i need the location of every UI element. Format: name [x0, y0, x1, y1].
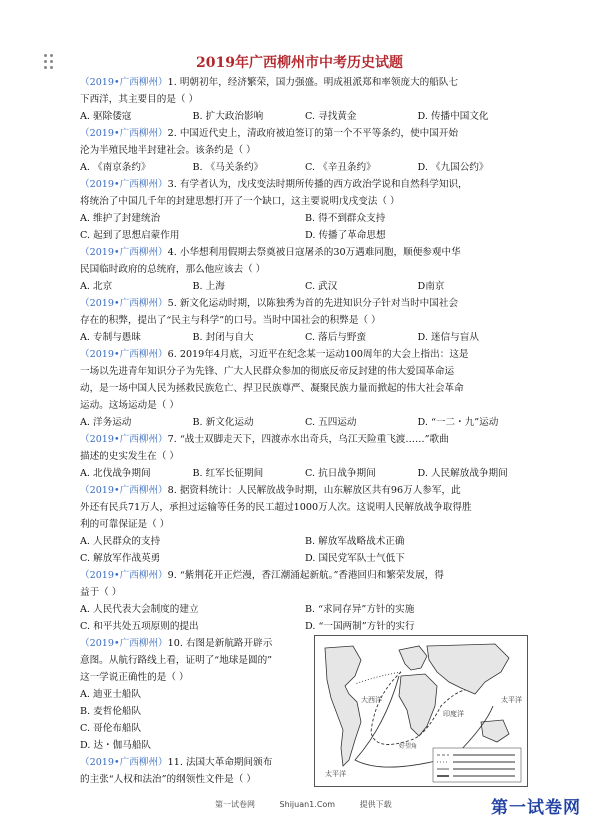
answer-option[interactable]: C. 寻找黄金	[305, 111, 357, 122]
answer-option[interactable]: B. 新文化运动	[192, 417, 254, 428]
source-tag[interactable]: （2019•广西柳州）	[80, 485, 168, 496]
option-row	[80, 108, 530, 125]
source-tag[interactable]: （2019•广西柳州）	[80, 128, 168, 139]
question-text: 6. 2019年4月底，习近平在纪念某一运动100周年的大会上指出：这是	[167, 349, 469, 360]
answer-option[interactable]: D. 《九国公约》	[417, 162, 489, 173]
question-stem-line	[80, 363, 530, 380]
question-text: 将统治了中国几千年的封建思想打开了一个缺口，这主要说明戊戌变法（ ）	[80, 196, 400, 207]
answer-option[interactable]: C. 解放军作战英勇	[80, 553, 161, 564]
option-row	[80, 227, 530, 244]
footer-download-note: 提供下载	[359, 800, 392, 809]
question-stem	[80, 295, 530, 312]
answer-option[interactable]: C. 落后与野蛮	[305, 332, 367, 343]
question-text: 7. “战士双脚走天下，四渡赤水出奇兵，乌江天险重飞渡……”歌曲	[167, 434, 449, 445]
answer-option[interactable]: C. 《辛丑条约》	[305, 162, 376, 173]
question-stem-line	[80, 193, 530, 210]
map-label: 太平洋	[501, 696, 522, 704]
option-row	[80, 329, 530, 346]
option-row	[80, 550, 530, 567]
question-text: 外还有民兵71万人，承担过运输等任务的民工超过1000万人次。这说明人民解放战争取得胜	[80, 502, 472, 513]
answer-option[interactable]: B. 封闭与自大	[192, 332, 254, 343]
question-stem	[80, 567, 530, 584]
answer-option[interactable]: C. 五四运动	[305, 417, 357, 428]
question-text: 益于（ ）	[80, 587, 122, 598]
answer-option[interactable]: D. 迷信与盲从	[417, 332, 479, 343]
question-text: 10. 右图是新航路开辟示	[167, 638, 273, 649]
answer-option[interactable]: A. 北京	[80, 281, 113, 292]
source-tag[interactable]: （2019•广西柳州）	[80, 77, 168, 88]
answer-option[interactable]: D. 达・伽马船队	[80, 740, 152, 751]
answer-option[interactable]: A. 《南京条约》	[80, 162, 151, 173]
question-stem-line	[80, 380, 530, 397]
answer-option[interactable]: D. 传播了革命思想	[305, 230, 386, 241]
option-row	[80, 601, 530, 618]
answer-option[interactable]: A. 北伐战争期间	[80, 468, 151, 479]
question-text: 5. 新文化运动时期，以陈独秀为首的先进知识分子针对当时中国社会	[167, 298, 459, 309]
answer-option[interactable]: B. 麦哲伦船队	[80, 706, 142, 717]
answer-option[interactable]: C. 哥伦布船队	[80, 723, 142, 734]
answer-option[interactable]: D. 传播中国文化	[417, 111, 489, 122]
question-stem	[80, 176, 530, 193]
answer-option[interactable]: C. 武汉	[305, 281, 338, 292]
question-text: 意图。从航行路线上看，证明了“地球是圆的”	[80, 655, 273, 666]
source-tag[interactable]: （2019•广西柳州）	[80, 349, 168, 360]
page-footer	[215, 799, 414, 810]
question-text: 下西洋，其主要目的是（ ）	[80, 94, 199, 105]
source-tag[interactable]: （2019•广西柳州）	[80, 757, 168, 768]
answer-option[interactable]: C. 和平共处五项原则的提出	[80, 621, 199, 632]
answer-option[interactable]: B. 《马关条约》	[192, 162, 264, 173]
question-text: 运动。这场运动是（ ）	[80, 400, 179, 411]
question-stem	[80, 74, 530, 91]
question-text: 4. 小华想利用假期去祭奠被日寇屠杀的30万遇难同胞，顺便参观中华	[167, 247, 461, 258]
answer-option[interactable]: A. 专制与愚昧	[80, 332, 141, 343]
answer-option[interactable]: B. 解放军战略战术正确	[305, 536, 405, 547]
answer-option[interactable]: A. 人民群众的支持	[80, 536, 161, 547]
answer-option[interactable]: A. 驱除倭寇	[80, 111, 132, 122]
question-stem-line	[80, 516, 530, 533]
answer-option[interactable]: D. “一二・九”运动	[417, 417, 499, 428]
question-text: 1. 明朝初年，经济繁荣，国力强盛。明成祖派郑和率领庞大的船队七	[167, 77, 459, 88]
question-text: 8. 据资料统计：人民解放战争时期，山东解放区共有96万人参军，此	[167, 485, 461, 496]
source-tag[interactable]: （2019•广西柳州）	[80, 570, 168, 581]
question-stem	[80, 431, 530, 448]
question-stem-line	[80, 312, 530, 329]
world-map-graphic	[315, 636, 527, 786]
answer-option[interactable]: C. 起到了思想启蒙作用	[80, 230, 180, 241]
answer-option[interactable]: D南京	[417, 281, 445, 292]
source-tag[interactable]: （2019•广西柳州）	[80, 638, 168, 649]
map-label: 印度洋	[443, 710, 464, 718]
answer-option[interactable]: D. 国民党军队士气低下	[305, 553, 405, 564]
question-stem	[80, 125, 530, 142]
question-text: 利的可靠保证是（ ）	[80, 519, 170, 530]
question-text: 描述的史实发生在（ ）	[80, 451, 179, 462]
option-row	[80, 414, 530, 431]
question-stem-line	[80, 397, 530, 414]
question-stem-line	[80, 91, 530, 108]
source-tag[interactable]: （2019•广西柳州）	[80, 247, 168, 258]
question-text: 存在的积弊，提出了“民主与科学”的口号。当时中国社会的积弊是（ ）	[80, 315, 381, 326]
question-stem-line	[80, 448, 530, 465]
option-row	[80, 465, 530, 482]
question-text: 9. “紫荆花开正烂漫，香江潮涌起新航。”香港回归和繁荣发展，得	[167, 570, 444, 581]
answer-option[interactable]: A. 洋务运动	[80, 417, 132, 428]
option-row	[80, 210, 530, 227]
option-row	[80, 278, 530, 295]
option-row	[80, 618, 530, 635]
map-label: 好望角	[399, 743, 418, 750]
answer-option[interactable]: D. “一国两制”方针的实行	[305, 621, 415, 632]
question-stem	[80, 482, 530, 499]
question-stem-line	[80, 142, 530, 159]
question-text: 的主张“人权和法治”的纲领性文件是（ ）	[80, 774, 256, 785]
question-text: 2. 中国近代史上，清政府被迫签订的第一个不平等条约，使中国开始	[167, 128, 459, 139]
question-stem	[80, 244, 530, 261]
source-tag[interactable]: （2019•广西柳州）	[80, 179, 168, 190]
new-sea-routes-map	[314, 635, 528, 787]
answer-option[interactable]: D. 人民解放战争期间	[417, 468, 508, 479]
question-text: 沦为半殖民地半封建社会。该条约是（ ）	[80, 145, 256, 156]
answer-option[interactable]: B. “求同存异”方针的实施	[305, 604, 415, 615]
question-stem	[80, 346, 530, 363]
footer-site-name: 第一试卷网	[215, 800, 255, 809]
question-text: 民国临时政府的总统府，那么他应该去（ ）	[80, 264, 266, 275]
option-row	[80, 533, 530, 550]
question-text: 这一学说正确性的是（ ）	[80, 672, 189, 683]
brand-watermark: 第一试卷网	[491, 798, 581, 818]
answer-option[interactable]: A. 迪亚士船队	[80, 689, 141, 700]
question-stem-line	[80, 584, 530, 601]
option-row	[80, 159, 530, 176]
answer-option[interactable]: C. 抗日战争期间	[305, 468, 376, 479]
question-text: 动，是一场中国人民为拯救民族危亡、捍卫民族尊严、凝聚民族力量而掀起的伟大社会革命	[80, 383, 464, 394]
question-text: 一场以先进青年知识分子为先锋、广大人民群众参加的彻底反帝反封建的伟大爱国革命运	[80, 366, 455, 377]
answer-option[interactable]: B. 扩大政治影响	[192, 111, 264, 122]
map-label: 太平洋	[325, 770, 346, 778]
page-title: 2019年广西柳州市中考历史试题	[196, 55, 403, 71]
map-label: 大西洋	[361, 696, 382, 704]
footer-site-url[interactable]: Shijuan1.Com	[279, 800, 336, 809]
question-stem-line	[80, 499, 530, 516]
question-text: 11. 法国大革命期间颁布	[167, 757, 273, 768]
answer-option[interactable]: A. 维护了封建统治	[80, 213, 161, 224]
question-stem-line	[80, 261, 530, 278]
source-tag[interactable]: （2019•广西柳州）	[80, 434, 168, 445]
source-tag[interactable]: （2019•广西柳州）	[80, 298, 168, 309]
answer-option[interactable]: A. 人民代表大会制度的建立	[80, 604, 199, 615]
answer-option[interactable]: B. 得不到群众支持	[305, 213, 386, 224]
answer-option[interactable]: B. 红军长征期间	[192, 468, 264, 479]
answer-option[interactable]: B. 上海	[192, 281, 225, 292]
question-text: 3. 有学者认为，戊戌变法时期所传播的西方政治学说和自然科学知识，	[167, 179, 468, 190]
